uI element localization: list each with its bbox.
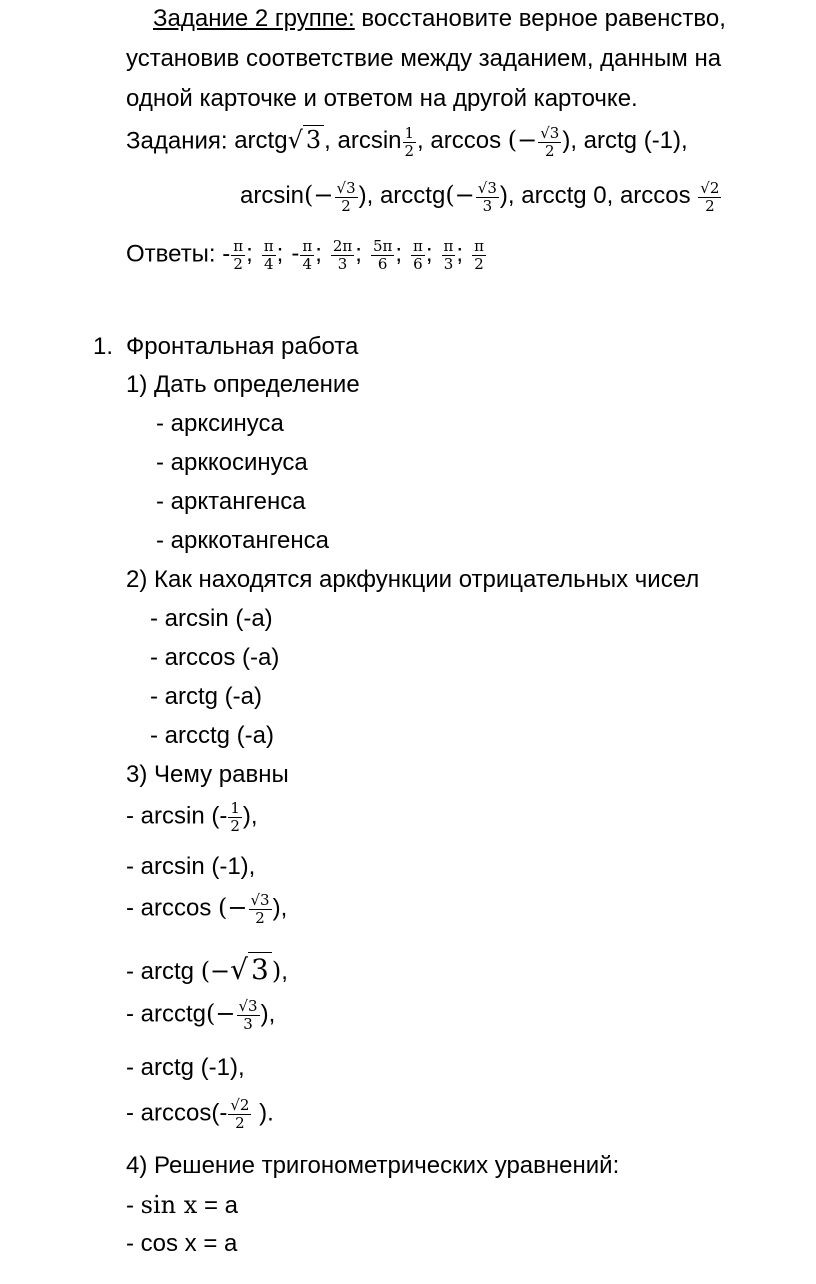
subsection-heading: 2) Как находятся аркфункции отрицательных чисел xyxy=(126,566,700,593)
task-expression: , arcsin $\frac{1}{2}$ xyxy=(324,124,415,160)
equation-item: - sin x = a xyxy=(126,1191,238,1219)
task-expression: ), arcctg 0, arccos $\frac{√2}{2}$ xyxy=(499,179,720,215)
task-expression: arctg√ 3 xyxy=(234,127,324,154)
fraction: $\frac{\pi}{6}$ xyxy=(413,237,423,273)
fraction: $\frac{5\pi}{6}$ xyxy=(372,237,393,273)
tasks-label: Задания: xyxy=(126,127,228,155)
answers-line xyxy=(126,238,495,272)
list-item: - арккосинуса xyxy=(156,449,308,476)
task-text-line: установив соответствие между заданием, данным на xyxy=(126,45,722,72)
question-item: - arctg (−√ 3 ), xyxy=(126,953,288,986)
fraction: $\frac{√3}{2}$ xyxy=(250,891,270,927)
answer-item: - $\frac{\pi}{4}$ ; xyxy=(291,237,322,273)
list-item: - арксинуса xyxy=(156,410,284,437)
fraction: $\frac{1}{2}$ xyxy=(404,124,415,160)
fraction: $\frac{2\pi}{3}$ xyxy=(332,237,353,273)
answers-label: Ответы: - xyxy=(126,240,231,268)
fraction: $\frac{√3}{3}$ xyxy=(238,997,258,1033)
task-expression: arcsin(− $\frac{√3}{2}$ xyxy=(240,179,356,215)
answers-list xyxy=(230,237,495,273)
list-item: - арктангенса xyxy=(156,488,306,515)
subsection-heading: 3) Чему равны xyxy=(126,761,289,788)
task-expression: ), arcctg(− $\frac{√3}{3}$ xyxy=(358,179,497,215)
equation-item: - cos x = a xyxy=(126,1230,238,1257)
subsection-heading: 1) Дать определение xyxy=(126,371,360,398)
fraction: $\frac{\pi}{4}$ xyxy=(302,237,313,273)
task-text-line: одной карточке и ответом на другой карточке. xyxy=(126,85,638,112)
answer-item: $\frac{5\pi}{6}$ ; xyxy=(372,237,403,273)
question-item: - arcctg(− $\frac{√3}{3}$ ), xyxy=(126,997,276,1033)
list-item: - arctg (-a) xyxy=(150,683,263,710)
task-heading-line xyxy=(153,5,726,34)
section-title: Фронтальная работа xyxy=(126,333,359,360)
fraction: $\frac{√3}{2}$ xyxy=(336,179,356,215)
section-number: 1. xyxy=(93,333,114,360)
fraction: $\frac{√2}{2}$ xyxy=(230,1096,250,1132)
list-item: - арккотангенса xyxy=(156,527,329,554)
question-item: - arcsin (- $\frac{1}{2}$ ), xyxy=(126,799,258,835)
answer-item: $\frac{2\pi}{3}$ ; xyxy=(332,237,362,273)
list-item: - arccos (-a) xyxy=(150,644,280,671)
subsection-heading: 4) Решение тригонометрических уравнений: xyxy=(126,1152,620,1179)
question-item: - arccos(- $\frac{√2}{2}$ ). xyxy=(126,1096,274,1132)
list-item: - arcctg (-a) xyxy=(150,722,275,749)
answer-item: $\frac{\pi}{3}$ ; xyxy=(443,237,464,273)
fraction: $\frac{√3}{3}$ xyxy=(477,179,497,215)
tasks-line xyxy=(126,125,688,159)
task-expression: , arccos (− $\frac{√3}{2}$ ), arctg (-1), xyxy=(417,124,688,160)
task-title: Задание 2 группе: xyxy=(153,5,355,32)
question-item: - arctg (-1), xyxy=(126,1054,245,1081)
task-text: восстановите верное равенство, xyxy=(354,5,726,32)
answer-item xyxy=(471,237,487,273)
question-item: - arcsin (-1), xyxy=(126,853,256,880)
question-item: - arccos (− $\frac{√3}{2}$ ), xyxy=(126,891,288,927)
answer-item: $\frac{\pi}{4}$ ; xyxy=(263,237,284,273)
fraction: $\frac{\pi}{2}$ xyxy=(233,237,244,273)
answer-item: $\frac{\pi}{2}$ ; xyxy=(233,237,253,273)
fraction: $\frac{1}{2}$ xyxy=(230,799,240,835)
answer-item: $\frac{\pi}{6}$ ; xyxy=(413,237,433,273)
fraction: $\frac{\pi}{4}$ xyxy=(263,237,274,273)
tasks-line xyxy=(240,180,722,214)
fraction: $\frac{√2}{2}$ xyxy=(700,179,720,215)
fraction: $\frac{√3}{2}$ xyxy=(540,124,560,160)
list-item: - arcsin (-a) xyxy=(150,605,273,632)
fraction: $\frac{\pi}{2}$ xyxy=(474,237,484,273)
fraction: $\frac{\pi}{3}$ xyxy=(443,237,454,273)
